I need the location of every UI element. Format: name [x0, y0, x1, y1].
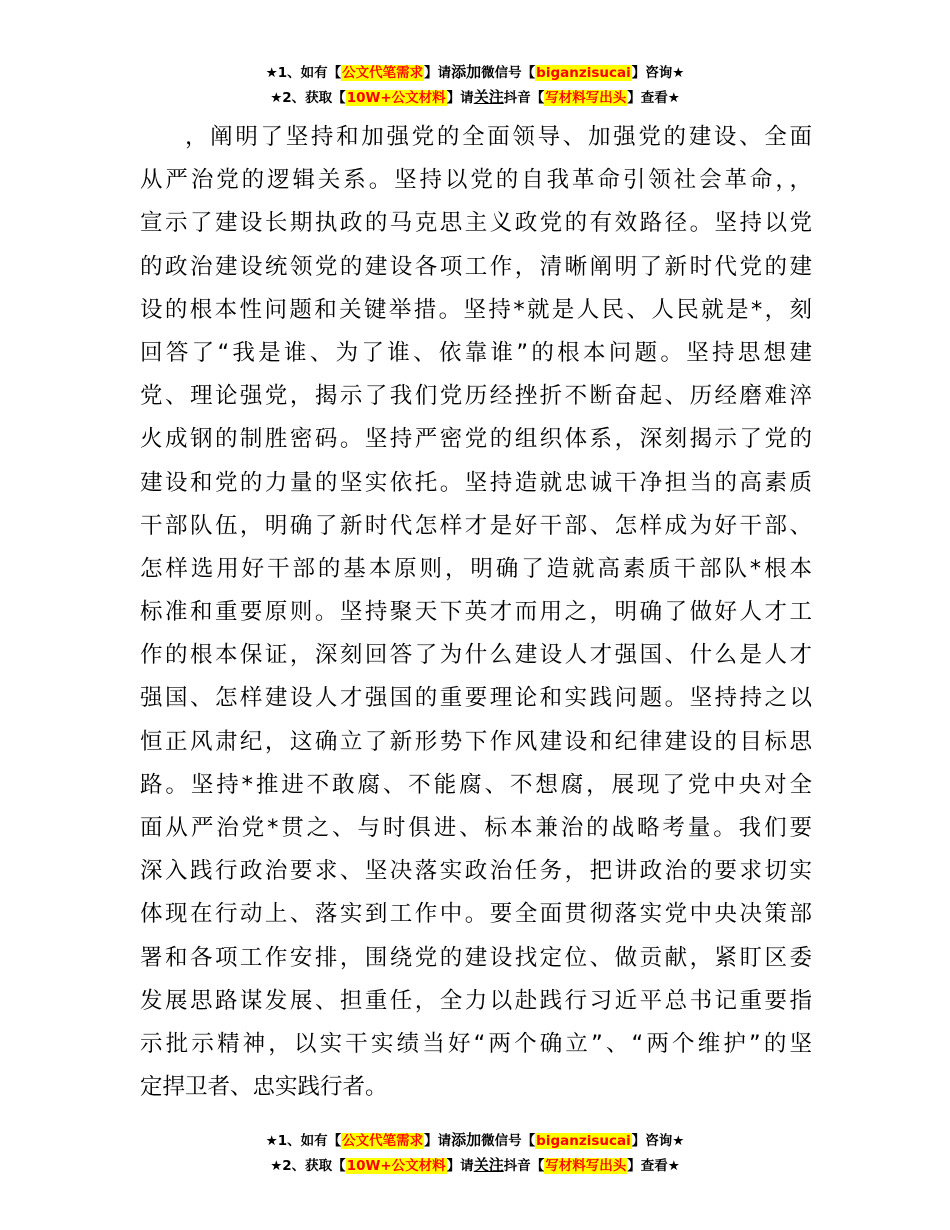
ad-text: 微信号【 — [481, 1133, 536, 1149]
ad-highlight: biganzisucai — [536, 65, 631, 81]
ad-text: ★1、如有【 — [265, 65, 342, 81]
ad-text: 】请 — [446, 1158, 474, 1174]
ad-text: 】请 — [424, 65, 452, 81]
ad-emphasis: 添加 — [451, 1131, 482, 1149]
body-line: 建设和党的力量的坚实依托。坚持造就忠诚干净担当的高素质 — [140, 469, 812, 496]
ad-text: ★2、获取【 — [270, 90, 346, 106]
document-body — [140, 116, 812, 1109]
body-line: 设的根本性问题和关键举措。坚持*就是人民、人民就是*，刻 — [140, 296, 812, 323]
ad-text: 】咨询★ — [631, 65, 685, 81]
ad-highlight: biganzisucai — [536, 1133, 631, 1149]
body-line: 示批示精神，以实干实绩当好“两个确立”、“两个维护”的坚 — [140, 1030, 812, 1057]
body-line: 强国、怎样建设人才强国的重要理论和实践问题。坚持持之以 — [140, 685, 812, 712]
ad-text: 】查看★ — [627, 90, 680, 106]
body-line: 从严治党的逻辑关系。坚持以党的自我革命引领社会革命，， — [140, 167, 812, 194]
header-ad-notice — [0, 60, 950, 110]
ad-text: 】查看★ — [627, 1158, 680, 1174]
body-line: 路。坚持*推进不敢腐、不能腐、不想腐，展现了党中央对全 — [140, 771, 812, 798]
body-line: 恒正风肃纪，这确立了新形势下作风建设和纪律建设的目标思 — [140, 728, 812, 755]
ad-text: 】请 — [446, 90, 474, 106]
body-line: 怎样选用好干部的基本原则，明确了造就高素质干部队*根本 — [140, 555, 812, 582]
body-line: 体现在行动上、落实到工作中。要全面贯彻落实党中央决策部 — [140, 901, 812, 928]
ad-highlight: 10W+公文材料 — [346, 1158, 446, 1174]
body-line: 火成钢的制胜密码。坚持严密党的组织体系，深刻揭示了党的 — [140, 426, 812, 453]
ad-highlight: 公文代笔需求 — [342, 65, 424, 81]
ad-text: 】请 — [424, 1133, 452, 1149]
footer-ad-notice — [0, 1128, 950, 1178]
ad-emphasis: 添加 — [451, 63, 482, 81]
ad-text: ★2、获取【 — [270, 1158, 346, 1174]
ad-highlight: 10W+公文材料 — [346, 90, 446, 106]
ad-text: 】咨询★ — [631, 1133, 685, 1149]
ad-emphasis: 关注 — [473, 1156, 504, 1174]
ad-line-2 — [0, 85, 950, 110]
body-line: 标准和重要原则。坚持聚天下英才而用之，明确了做好人才工 — [140, 599, 812, 626]
body-line: 深入践行政治要求、坚决落实政治任务，把讲政治的要求切实 — [140, 858, 812, 885]
body-line: 作的根本保证，深刻回答了为什么建设人才强国、什么是人才 — [140, 642, 812, 669]
body-line-last: 定捍卫者、忠实践行者。 — [140, 1074, 388, 1101]
ad-text: 微信号【 — [481, 65, 536, 81]
body-line: 回答了“我是谁、为了谁、依靠谁”的根本问题。坚持思想建 — [140, 339, 812, 366]
body-line: 干部队伍，明确了新时代怎样才是好干部、怎样成为好干部、 — [140, 512, 812, 539]
ad-highlight: 公文代笔需求 — [342, 1133, 424, 1149]
body-line: 党、理论强党，揭示了我们党历经挫折不断奋起、历经磨难淬 — [140, 383, 812, 410]
ad-text: 抖音【 — [503, 90, 545, 106]
ad-emphasis: 关注 — [473, 88, 504, 106]
ad-line-1 — [0, 60, 950, 85]
body-line: 的政治建设统领党的建设各项工作，清晰阐明了新时代党的建 — [140, 253, 812, 280]
body-line: 署和各项工作安排，围绕党的建设找定位、做贡献，紧盯区委 — [140, 944, 812, 971]
body-line: ，阐明了坚持和加强党的全面领导、加强党的建设、全面 — [185, 124, 812, 150]
body-line: 发展思路谋发展、担重任，全力以赴践行习近平总书记重要指 — [140, 987, 812, 1014]
ad-text: ★1、如有【 — [265, 1133, 342, 1149]
ad-text: 抖音【 — [503, 1158, 545, 1174]
ad-highlight: 写材料写出头 — [545, 1158, 627, 1174]
body-line: 宣示了建设长期执政的马克思主义政党的有效路径。坚持以党 — [140, 210, 812, 237]
ad-line-1 — [0, 1128, 950, 1153]
body-line: 面从严治党*贯之、与时俱进、标本兼治的战略考量。我们要 — [140, 815, 812, 841]
ad-line-2 — [0, 1153, 950, 1178]
ad-highlight: 写材料写出头 — [545, 90, 627, 106]
